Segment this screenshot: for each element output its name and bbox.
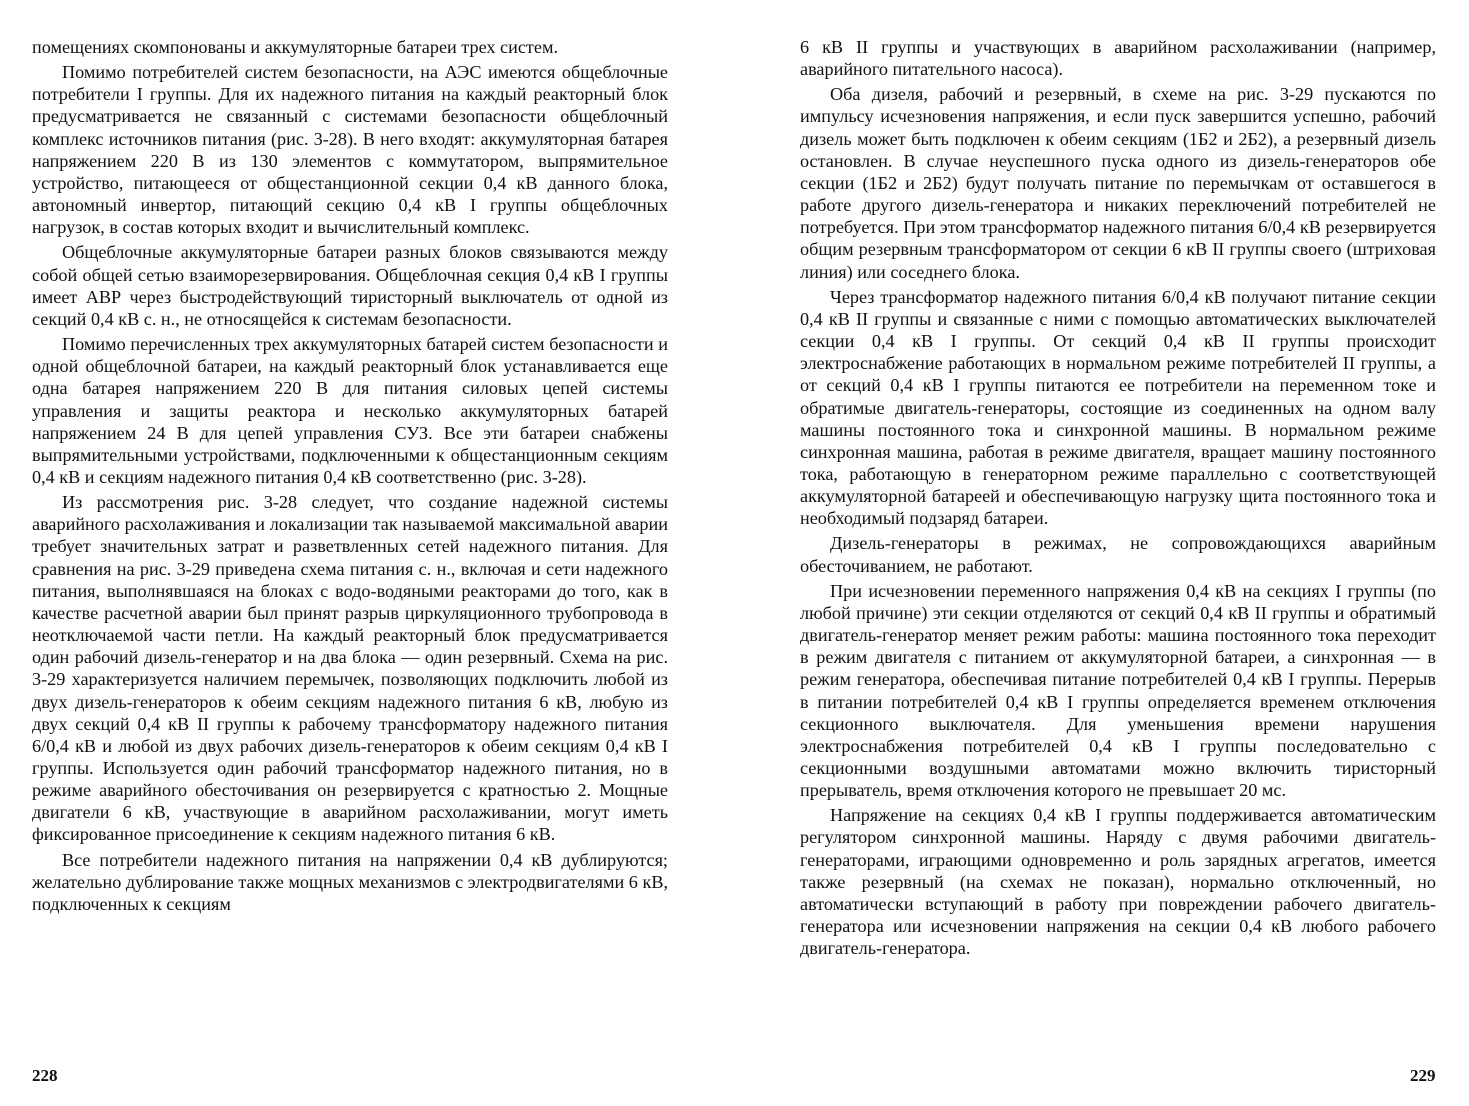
paragraph: Напряжение на секциях 0,4 кВ I группы поддерживается автоматическим регулятором синхронной машины. Наряду с двумя рабочими двигатель-генераторами, играющими одновременно и роль зарядных агрегатов, имеется также резервный (на схемах не показан), нормально отключенный, но автоматически вступающий в работу при повреждении рабочего двигатель-генератора или исчезновении напряжения на секции 0,4 кВ любого рабочего двигатель-генератора. bbox=[800, 805, 1436, 959]
left-page bbox=[32, 36, 668, 1096]
paragraph: Дизель-генераторы в режимах, не сопровождающихся аварийным обесточиванием, не работают. bbox=[800, 533, 1436, 576]
paragraph: Из рассмотрения рис. 3-28 следует, что создание надежной системы аварийного расхолаживания и локализации так называемой максимальной аварии требует значительных затрат и разветвленных сетей надежного питания. Для сравнения на рис. 3-29 приведена схема питания с. н., включая и сети надежного питания, выполнявшаяся на блоках с водо-водяными реакторами до того, как в качестве расчетной аварии был принят разрыв циркуляционного трубопровода в неотключаемой части петли. На каждый реакторный блок предусматривается один рабочий дизель-генератор и на два блока — один резервный. Схема на рис. 3-29 характеризуется наличием перемычек, позволяющих подключить любой из двух дизель-генераторов к обеим секциям надежного питания 6 кВ, любую из двух секций 0,4 кВ II группы к рабочему трансформатору надежного питания 6/0,4 кВ и любой из двух рабочих дизель-генераторов к обеим секциям 0,4 кВ I группы. Используется один рабочий трансформатор надежного питания, но в режиме аварийного обесточивания он резервируется с кратностью 2. Мощные двигатели 6 кВ, участвующие в аварийном расхолаживании, могут иметь фиксированное присоединение к секциям надежного питания 6 кВ. bbox=[32, 492, 668, 845]
paragraph: При исчезновении переменного напряжения 0,4 кВ на секциях I группы (по любой причине) эти секции отделяются от секций 0,4 кВ II группы и обратимый двигатель-генератор меняет режим работы: машина постоянного тока переходит в режим двигателя с питанием от аккумуляторной батареи, а синхронная — в режим генератора, обеспечивая питание потребителей 0,4 кВ I группы. Перерыв в питании потребителей 0,4 кВ I группы определяется временем отключения секционного выключателя. Для уменьшения времени нарушения электроснабжения потребителей 0,4 кВ I группы последовательно с секционными воздушными автоматами можно включить тиристорный прерыватель, время отключения которого не превышает 20 мс. bbox=[800, 580, 1436, 801]
right-page bbox=[800, 36, 1436, 1096]
paragraph: Помимо перечисленных трех аккумуляторных батарей систем безопасности и одной общеблочной батареи, на каждый реакторный блок устанавливается еще одна батарея напряжением 220 В для питания силовых цепей системы управления и защиты реактора и несколько аккумуляторных батарей напряжением 24 В для цепей управления СУЗ. Все эти батареи снабжены выпрямительными устройствами, подключенными к общестанционным секциям 0,4 кВ и секциям надежного питания 0,4 кВ соответственно (рис. 3-28). bbox=[32, 334, 668, 487]
paragraph: помещениях скомпонованы и аккумуляторные батареи трех систем. bbox=[32, 37, 558, 57]
page-number-right: 229 bbox=[1410, 1066, 1436, 1085]
paragraph: Оба дизеля, рабочий и резервный, в схеме на рис. 3-29 пускаются по импульсу исчезновения напряжения, и если пуск завершится успешно, рабочий дизель может быть подключен к обеим секциям (1Б2 и 2Б2), а резервный дизель остановлен. В случае неуспешного пуска одного из дизель-генераторов обе секции (1Б2 и 2Б2) будут получать питание по перемычкам от оставшегося в работе другого дизель-генератора и никаких переключений потребителей не потребуется. При этом трансформатор надежного питания 6/0,4 кВ резервируется общим резервным трансформатором от секции 6 кВ II группы своего (штриховая линия) или соседнего блока. bbox=[800, 84, 1436, 282]
paragraph: Общеблочные аккумуляторные батареи разных блоков связываются между собой общей сетью взаиморезервирования. Общеблочная секция 0,4 кВ I группы имеет АВР через быстродействующий тиристорный выключатель от одной из секций 0,4 кВ с. н., не относящейся к системам безопасности. bbox=[32, 242, 668, 329]
paragraph: Через трансформатор надежного питания 6/0,4 кВ получают питание секции 0,4 кВ II группы и связанные с ними с помощью автоматических выключателей секции 0,4 кВ I группы. От секций 0,4 кВ II группы происходит электроснабжение работающих в нормальном режиме потребителей II группы, а от секций 0,4 кВ I группы питаются ее потребители на переменном токе и обратимые двигатель-генераторы, состоящие из соединенных на одном валу машины постоянного тока и синхронной машины. В нормальном режиме синхронная машина, работая в режиме двигателя, вращает машину постоянного тока, работающую в генераторном режиме параллельно с соответствующей аккумуляторной батареей и обеспечивающую нагрузку щита постоянного тока и необходимый подзаряд батареи. bbox=[800, 286, 1436, 529]
page-number-left: 228 bbox=[32, 1066, 58, 1085]
paragraph: Помимо потребителей систем безопасности, на АЭС имеются общеблочные потребители I группы. Для их надежного питания на каждый реакторный блок предусматривается не связанный с системами безопасности общеблочный комплекс источников питания (рис. 3-28). В него входят: аккумуляторная батарея напряжением 220 В из 130 элементов с коммутатором, выпрямительное устройство, питающееся от общестанционной секции 0,4 кВ данного блока, автономный инвертор, питающий секцию 0,4 кВ I группы общеблочных нагрузок, в состав которых входит и вычислительный комплекс. bbox=[32, 62, 668, 238]
paragraph: 6 кВ II группы и участвующих в аварийном расхолаживании (например, аварийного питательного насоса). bbox=[800, 37, 1436, 80]
paragraph: Все потребители надежного питания на напряжении 0,4 кВ дублируются; желательно дублирование также мощных механизмов с электродвигателями 6 кВ, подключенных к секциям bbox=[32, 849, 668, 914]
